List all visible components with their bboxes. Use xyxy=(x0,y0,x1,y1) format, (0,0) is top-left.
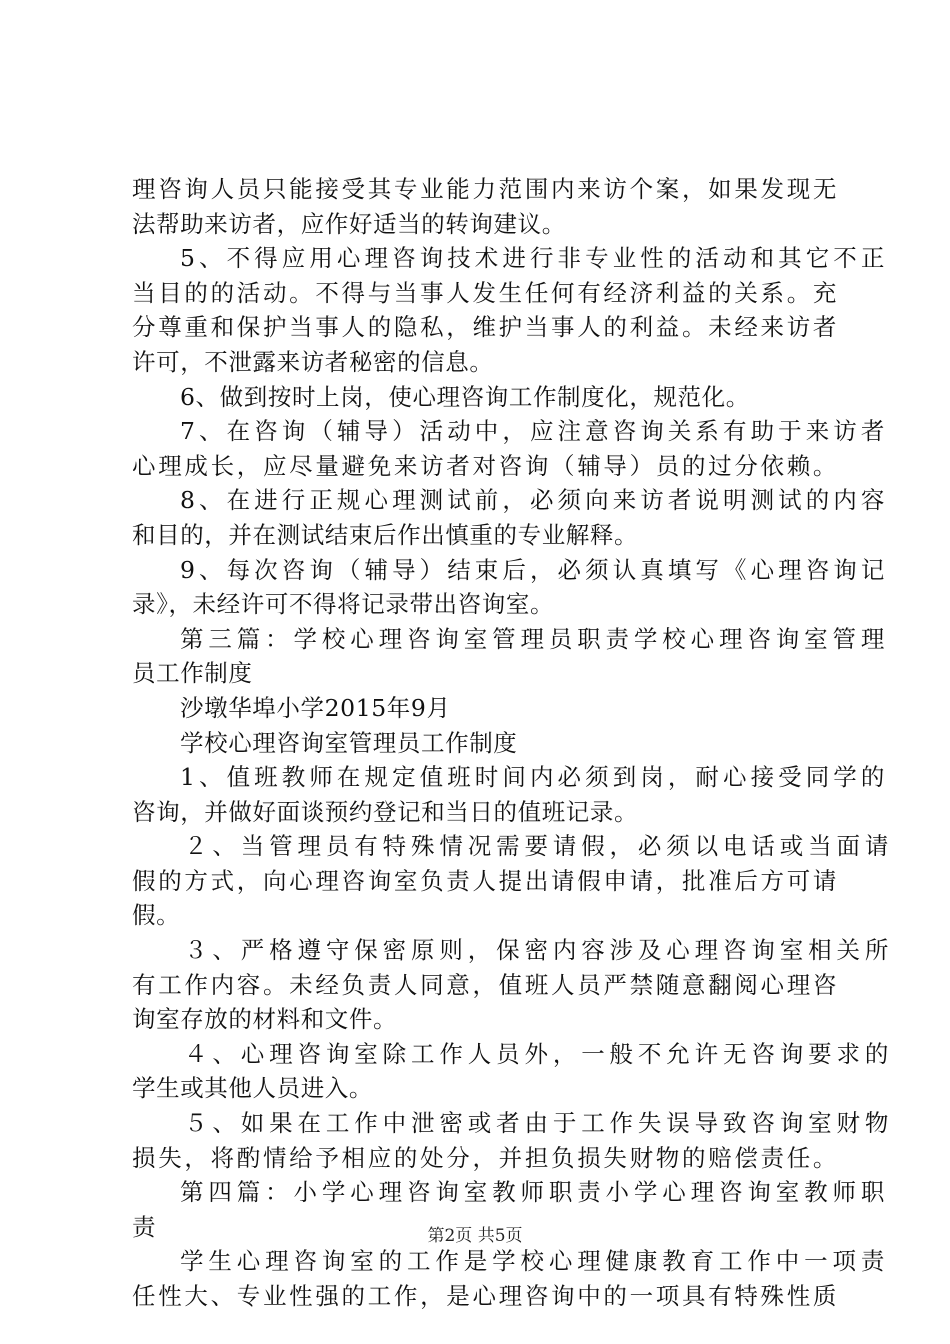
text-line: 询室存放的材料和文件。 xyxy=(132,1005,398,1034)
text-line: 录》，未经许可不得将记录带出咨询室。 xyxy=(132,590,555,619)
date-line: 沙墩华埠小学2015年9月 xyxy=(180,693,451,722)
text-line: 许可，不泄露来访者秘密的信息。 xyxy=(132,347,494,376)
text-line: 1、值班教师在规定值班时间内必须到岗，耐心接受同学的 xyxy=(180,763,885,792)
text-line: 7、在咨询（辅导）活动中，应注意咨询关系有助于来访者 xyxy=(180,417,885,446)
text-line: ３、严格遵守保密原则，保密内容涉及心理咨询室相关所 xyxy=(184,936,889,965)
text-line: 法帮助来访者，应作好适当的转询建议。 xyxy=(132,209,566,238)
text-line: ５、如果在工作中泄密或者由于工作失误导致咨询室财物 xyxy=(184,1109,889,1138)
text-line: 咨询，并做好面谈预约登记和当日的值班记录。 xyxy=(132,797,639,826)
text-line: 假。 xyxy=(132,901,181,930)
section-heading-cont: 员工作制度 xyxy=(132,659,253,688)
text-line: 假的方式，向心理咨询室负责人提出请假申请，批准后方可请 xyxy=(132,866,837,895)
text-line: 心理成长，应尽量避免来访者对咨询（辅导）员的过分依赖。 xyxy=(132,451,837,480)
text-line: 和目的，并在测试结束后作出慎重的专业解释。 xyxy=(132,520,639,549)
document-body xyxy=(132,172,889,1314)
text-line: 8、在进行正规心理测试前，必须向来访者说明测试的内容 xyxy=(180,486,885,515)
text-line: 损失，将酌情给予相应的处分，并担负损失财物的赔偿责任。 xyxy=(132,1143,837,1172)
text-line: 有工作内容。未经负责人同意，值班人员严禁随意翻阅心理咨 xyxy=(132,970,837,999)
section-heading: 第四篇：小学心理咨询室教师职责小学心理咨询室教师职 xyxy=(180,1178,885,1207)
page-footer: 第2页 共5页 xyxy=(427,1226,523,1246)
text-line: 分尊重和保护当事人的隐私，维护当事人的利益。未经来访者 xyxy=(132,313,837,342)
text-line: ４、心理咨询室除工作人员外，一般不允许无咨询要求的 xyxy=(184,1039,889,1068)
text-line: ２、当管理员有特殊情况需要请假，必须以电话或当面请 xyxy=(184,832,889,861)
text-line: 9、每次咨询（辅导）结束后，必须认真填写《心理咨询记 xyxy=(180,555,885,584)
text-line: 当目的的活动。不得与当事人发生任何有经济利益的关系。充 xyxy=(132,278,837,307)
section-heading-cont: 责 xyxy=(132,1212,157,1241)
section-heading: 第三篇：学校心理咨询室管理员职责学校心理咨询室管理 xyxy=(180,624,885,653)
text-line: 6、做到按时上岗，使心理咨询工作制度化，规范化。 xyxy=(180,382,750,411)
text-line: 学生心理咨询室的工作是学校心理健康教育工作中一项责 xyxy=(180,1247,885,1276)
text-line: 任性大、专业性强的工作，是心理咨询中的一项具有特殊性质 xyxy=(132,1282,837,1310)
subtitle-line: 学校心理咨询室管理员工作制度 xyxy=(180,728,518,757)
text-line: 理咨询人员只能接受其专业能力范围内来访个案，如果发现无 xyxy=(132,175,837,203)
text-line: 5、不得应用心理咨询技术进行非专业性的活动和其它不正 xyxy=(180,244,885,273)
text-line: 学生或其他人员进入。 xyxy=(132,1074,373,1103)
